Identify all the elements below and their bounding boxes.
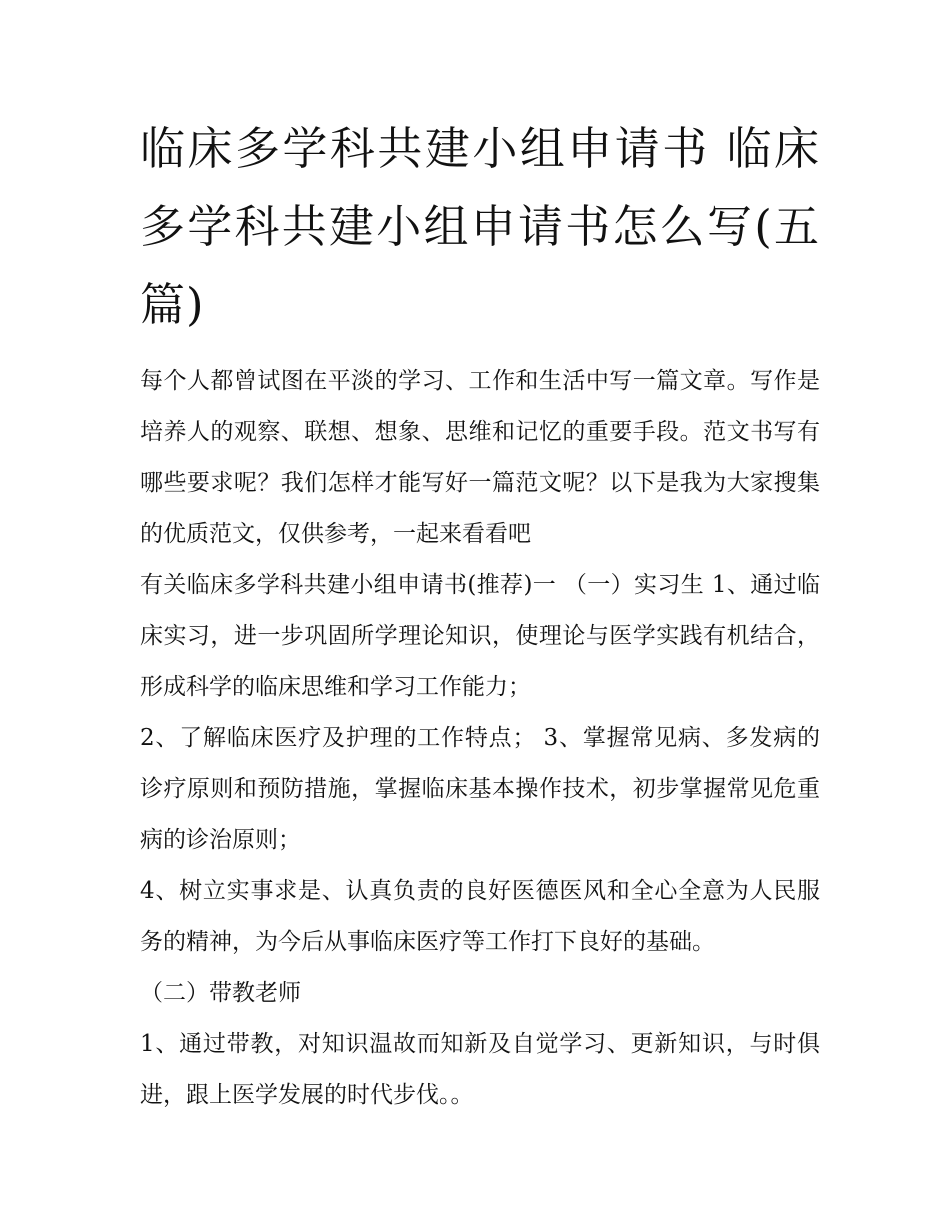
document-page [140,110,820,1121]
document-title: 临床多学科共建小组申请书 临床多学科共建小组申请书怎么写(五篇) [140,122,820,331]
paragraph-interns-goal-4: 4、树立实事求是、认真负责的良好医德医风和全心全意为人民服务的精神，为今后从事临床医疗等工作打下良好的基础。 [140,878,820,955]
intro-paragraph: 每个人都曾试图在平淡的学习、工作和生活中写一篇文章。写作是培养人的观察、联想、想象、思维和记忆的重要手段。范文书写有哪些要求呢？我们怎样才能写好一篇范文呢？以下是我为大家搜集的优质范文，仅供参考，一起来看看吧 [140,368,820,547]
paragraph-teachers-goal-1: 1、通过带教，对知识温故而知新及自觉学习、更新知识，与时俱进，跟上医学发展的时代步伐。。 [140,1031,820,1108]
paragraph-interns-goal-1: 有关临床多学科共建小组申请书(推荐)一 （一）实习生 1、通过临床实习，进一步巩固所学理论知识，使理论与医学实践有机结合，形成科学的临床思维和学习工作能力； [140,572,820,700]
section-heading-teachers: （二）带教老师 [140,980,301,1006]
paragraph-interns-goal-2-3: 2、了解临床医疗及护理的工作特点； 3、掌握常见病、多发病的诊疗原则和预防措施，掌握临床基本操作技术，初步掌握常见危重病的诊治原则； [140,725,820,853]
